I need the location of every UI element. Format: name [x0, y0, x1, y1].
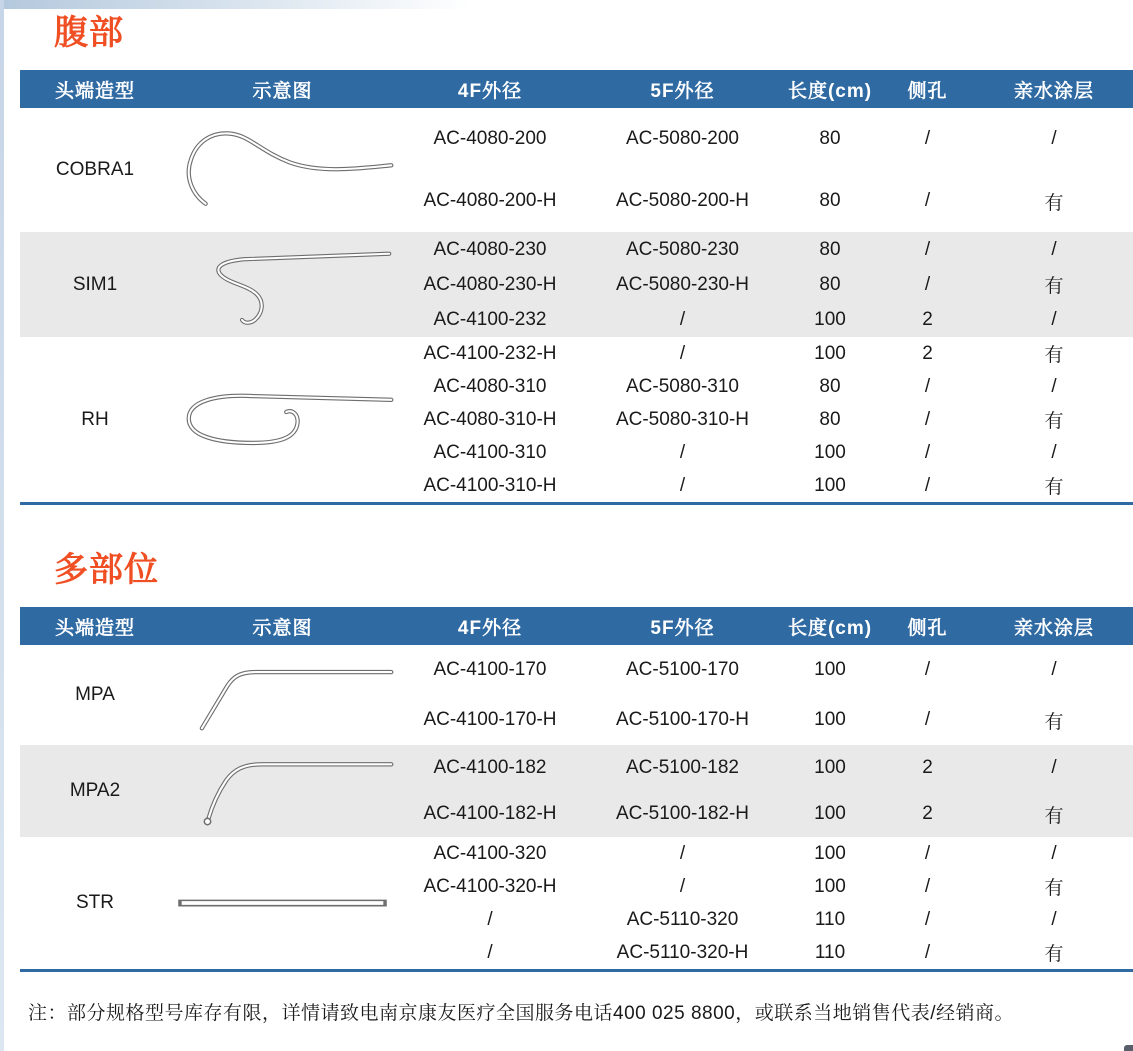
header-row — [20, 607, 1133, 645]
column-header-coating: 亲水涂层 — [975, 70, 1133, 108]
length-cell: 100 — [814, 709, 846, 730]
model-5f-cell: AC-5110-320-H — [616, 941, 749, 963]
coating-cell: 有 — [1044, 878, 1064, 899]
side-holes-cell: / — [924, 238, 931, 260]
model-5f-cell: AC-5110-320 — [626, 908, 739, 930]
column-header-4f: 4F外径 — [395, 607, 585, 645]
group-str — [20, 837, 1133, 969]
coating-cell: 有 — [1044, 944, 1064, 965]
spec-table-multisite — [20, 607, 1133, 969]
length-cell: 80 — [819, 128, 841, 149]
column-header-tip: 头端造型 — [20, 607, 170, 645]
model-5f-cell: / — [679, 842, 686, 864]
side-holes-cell: / — [924, 273, 931, 295]
side-holes-cell: / — [924, 128, 931, 149]
tip-name-cell: RH — [81, 408, 109, 430]
length-cell: 80 — [819, 238, 841, 260]
side-holes-cell: / — [924, 408, 931, 430]
column-header-4f: 4F外径 — [395, 70, 585, 108]
table-row — [20, 745, 1133, 791]
coating-cell: 有 — [1044, 276, 1064, 297]
header-row — [20, 70, 1133, 108]
length-cell: 100 — [814, 308, 846, 330]
model-5f-cell: AC-5100-182 — [625, 757, 740, 778]
model-5f-cell: AC-5080-310 — [625, 375, 740, 397]
model-5f-cell: AC-5100-170-H — [615, 709, 750, 730]
length-cell: 80 — [819, 408, 841, 430]
mpa-catheter-icon — [170, 655, 395, 736]
length-cell: 100 — [814, 803, 846, 824]
model-4f-cell: AC-4080-310-H — [423, 408, 557, 430]
coating-cell: / — [1051, 659, 1057, 680]
group-cobra1 — [20, 108, 1133, 232]
table-row — [20, 108, 1133, 170]
coating-cell: / — [1051, 441, 1057, 463]
length-cell: 100 — [814, 474, 846, 496]
column-header-coating: 亲水涂层 — [975, 607, 1133, 645]
model-4f-cell: AC-4080-230-H — [423, 273, 557, 295]
schematic-cell — [170, 837, 395, 969]
coating-cell: 有 — [1044, 345, 1064, 366]
model-5f-cell: AC-5080-230-H — [615, 273, 750, 295]
side-holes-cell: / — [924, 375, 931, 397]
model-4f-cell: / — [487, 908, 493, 930]
cobra1-catheter-icon — [170, 123, 395, 217]
coating-cell: / — [1051, 375, 1057, 397]
side-holes-cell: / — [924, 709, 931, 730]
side-holes-cell: / — [924, 875, 931, 897]
length-cell: 100 — [814, 342, 846, 364]
model-4f-cell: AC-4100-320 — [433, 842, 547, 864]
coating-cell: 有 — [1044, 477, 1064, 498]
length-cell: 100 — [814, 441, 846, 463]
model-4f-cell: AC-4100-232 — [433, 308, 547, 330]
model-5f-cell: / — [679, 474, 686, 496]
tip-name-cell: STR — [76, 892, 114, 913]
schematic-cell — [170, 745, 395, 837]
column-header-tip: 头端造型 — [20, 70, 170, 108]
tip-name-cell: SIM1 — [72, 273, 118, 295]
side-holes-cell: 2 — [922, 803, 933, 824]
coating-cell: 有 — [1044, 805, 1064, 827]
side-holes-cell: / — [924, 441, 931, 463]
table-header — [20, 70, 1133, 108]
model-5f-cell: / — [679, 308, 686, 330]
length-cell: 100 — [814, 757, 846, 778]
column-header-length: 长度(cm) — [780, 607, 880, 645]
tip-name-cell: MPA — [75, 684, 115, 705]
side-holes-cell: / — [924, 908, 931, 930]
coating-cell: / — [1051, 757, 1057, 778]
side-holes-cell: 2 — [922, 342, 933, 364]
schematic-cell — [170, 108, 395, 232]
model-4f-cell: AC-4100-170 — [433, 659, 547, 680]
model-4f-cell: AC-4100-170-H — [423, 709, 557, 730]
model-5f-cell: AC-5100-182-H — [615, 803, 750, 824]
column-header-schematic: 示意图 — [170, 607, 395, 645]
schematic-cell — [170, 645, 395, 745]
coating-cell: / — [1051, 842, 1057, 864]
model-5f-cell: AC-5080-310-H — [615, 408, 750, 430]
model-5f-cell: AC-5100-170 — [625, 659, 740, 680]
table-row — [20, 645, 1133, 695]
model-4f-cell: AC-4100-182-H — [423, 803, 557, 824]
coating-cell: / — [1051, 128, 1057, 149]
mpa2-catheter-icon — [170, 751, 395, 832]
coating-cell: / — [1051, 238, 1057, 260]
str-catheter-icon — [170, 892, 395, 914]
table-row — [20, 232, 1133, 267]
model-5f-cell: / — [679, 441, 686, 463]
group-mpa2 — [20, 745, 1133, 837]
table-row — [20, 337, 1133, 370]
length-cell: 80 — [819, 375, 841, 397]
model-5f-cell: / — [679, 875, 686, 897]
coating-cell: 有 — [1044, 192, 1064, 214]
model-4f-cell: AC-4100-320-H — [423, 875, 557, 897]
schematic-cell — [170, 232, 395, 337]
group-rh — [20, 337, 1133, 502]
model-4f-cell: AC-4100-232-H — [423, 342, 557, 364]
model-4f-cell: AC-4080-200 — [433, 128, 547, 149]
side-holes-cell: / — [924, 190, 931, 211]
length-cell: 80 — [819, 190, 841, 211]
length-cell: 100 — [814, 659, 846, 680]
table-header — [20, 607, 1133, 645]
group-sim1 — [20, 232, 1133, 337]
length-cell: 110 — [814, 941, 846, 963]
column-header-sideholes: 侧孔 — [880, 70, 975, 108]
schematic-cell — [170, 337, 395, 502]
model-4f-cell: AC-4100-310-H — [423, 474, 557, 496]
side-holes-cell: / — [924, 474, 931, 496]
side-holes-cell: / — [924, 842, 931, 864]
column-header-5f: 5F外径 — [585, 607, 780, 645]
side-holes-cell: / — [924, 941, 931, 963]
model-4f-cell: AC-4100-310 — [433, 441, 547, 463]
sim1-catheter-icon — [170, 239, 395, 331]
coating-cell: / — [1051, 308, 1057, 330]
model-4f-cell: AC-4080-230 — [433, 238, 547, 260]
side-holes-cell: 2 — [922, 757, 933, 778]
model-4f-cell: AC-4080-200-H — [423, 190, 557, 211]
length-cell: 100 — [814, 842, 846, 864]
model-5f-cell: AC-5080-200-H — [615, 190, 750, 211]
table-row — [20, 837, 1133, 870]
section-title-multisite: 多部位 — [54, 551, 159, 589]
table-bottom-rule — [20, 969, 1133, 972]
tip-name-cell: MPA2 — [69, 780, 121, 801]
column-header-schematic: 示意图 — [170, 70, 395, 108]
coating-cell: 有 — [1044, 711, 1064, 733]
side-holes-cell: / — [924, 659, 931, 680]
model-4f-cell: AC-4100-182 — [433, 757, 547, 778]
section-title-abdomen: 腹部 — [54, 14, 124, 52]
rh-catheter-icon — [170, 379, 395, 460]
model-4f-cell: / — [487, 941, 493, 963]
length-cell: 80 — [819, 273, 841, 295]
page-corner-mark — [1124, 1045, 1133, 1051]
tip-name-cell: COBRA1 — [55, 159, 135, 180]
coating-cell: 有 — [1044, 411, 1064, 432]
group-mpa — [20, 645, 1133, 745]
column-header-length: 长度(cm) — [780, 70, 880, 108]
length-cell: 110 — [814, 908, 846, 930]
column-header-sideholes: 侧孔 — [880, 607, 975, 645]
model-5f-cell: AC-5080-230 — [625, 238, 740, 260]
side-holes-cell: 2 — [922, 308, 933, 330]
model-4f-cell: AC-4080-310 — [433, 375, 547, 397]
length-cell: 100 — [814, 875, 846, 897]
model-5f-cell: / — [679, 342, 686, 364]
model-5f-cell: AC-5080-200 — [625, 128, 740, 149]
footnote-text: 注：部分规格型号库存有限，详情请致电南京康友医疗全国服务电话400 025 8800，或联系当地销售代表/经销商。 — [28, 1003, 1015, 1024]
coating-cell: / — [1051, 908, 1057, 930]
column-header-5f: 5F外径 — [585, 70, 780, 108]
spec-table-abdomen — [20, 70, 1133, 502]
